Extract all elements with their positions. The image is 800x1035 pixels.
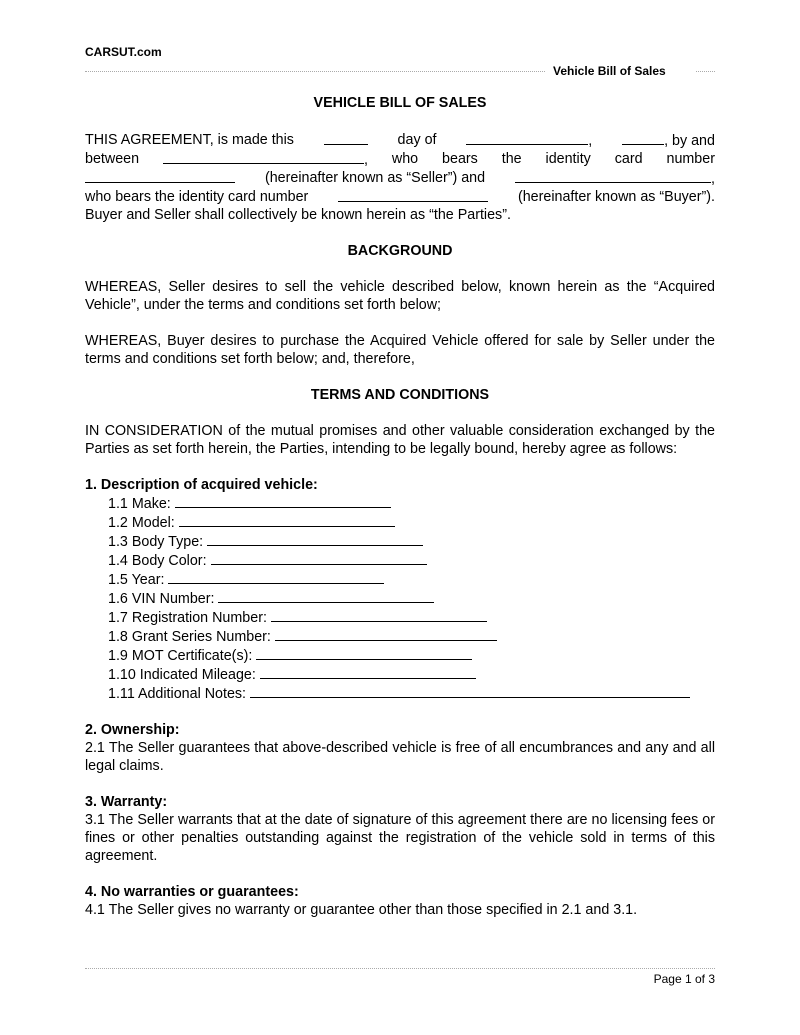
intro-text: THIS AGREEMENT, is made this — [85, 132, 294, 148]
intro-text: bears — [442, 151, 478, 167]
list-item: 1.2 Model: — [108, 513, 715, 532]
section-2-title: 2. Ownership: — [85, 722, 180, 738]
intro-text: identity — [545, 151, 591, 167]
section-2-text: 2.1 The Seller guarantees that above-described vehicle is free of all encumbrances and any and all legal claims. — [85, 740, 715, 774]
make-blank[interactable] — [175, 494, 391, 508]
list-item: 1.8 Grant Series Number: — [108, 627, 715, 646]
additional-notes-blank[interactable] — [250, 684, 690, 698]
body-type-blank[interactable] — [207, 532, 423, 546]
background-heading: BACKGROUND — [347, 243, 453, 259]
indicated-mileage-blank[interactable] — [260, 665, 476, 679]
intro-text: (hereinafter known as “Seller”) and — [264, 170, 486, 186]
intro-text: card — [614, 151, 643, 167]
section-3-title: 3. Warranty: — [85, 794, 168, 810]
section-3-text: 3.1 The Seller warrants that at the date of signature of this agreement there are no licensing fees or fines or other penalties outstanding against the registration of the vehicle sold in terms of this agreement. — [85, 812, 715, 864]
list-item: 1.6 VIN Number: — [108, 589, 715, 608]
seller-id-blank[interactable] — [85, 169, 235, 183]
buyer-name-blank[interactable] — [515, 169, 711, 183]
day-blank[interactable] — [324, 131, 368, 145]
intro-text: , — [588, 133, 593, 149]
terms-paragraph: IN CONSIDERATION of the mutual promises and other valuable consideration exchanged by the Parties as set forth herein, the Parties, intending to be legally bound, hereby agree as follows: — [85, 423, 715, 457]
grant-series-number-blank[interactable] — [275, 627, 497, 641]
intro-text: , — [363, 152, 368, 168]
section-1-title: 1. Description of acquired vehicle: — [85, 477, 318, 493]
page-number: Page 1 of 3 — [653, 972, 715, 986]
vehicle-description-list — [108, 494, 715, 703]
mot-certificate-blank[interactable] — [256, 646, 472, 660]
intro-text: Buyer and Seller shall collectively be known herein as “the Parties”. — [85, 207, 511, 223]
terms-heading: TERMS AND CONDITIONS — [310, 387, 490, 403]
intro-text: number — [666, 151, 715, 167]
document-title: VEHICLE BILL OF SALES — [313, 95, 487, 111]
background-paragraph-1: WHEREAS, Seller desires to sell the vehicle described below, known herein as the “Acquired Vehicle”, under the terms and conditions set forth below; — [85, 279, 715, 313]
intro-text: the — [501, 151, 522, 167]
list-item: 1.7 Registration Number: — [108, 608, 715, 627]
list-item: 1.3 Body Type: — [108, 532, 715, 551]
header-doc-title: Vehicle Bill of Sales — [553, 64, 666, 78]
intro-text: , — [711, 171, 715, 187]
registration-number-blank[interactable] — [271, 608, 487, 622]
list-item: 1.10 Indicated Mileage: — [108, 665, 715, 684]
vin-number-blank[interactable] — [218, 589, 434, 603]
seller-name-blank[interactable] — [163, 150, 364, 164]
list-item: 1.4 Body Color: — [108, 551, 715, 570]
section-4-text: 4.1 The Seller gives no warranty or guarantee other than those specified in 2.1 and 3.1. — [85, 902, 638, 918]
list-item: 1.1 Make: — [108, 494, 715, 513]
document-body — [85, 94, 715, 919]
month-blank[interactable] — [466, 131, 588, 145]
background-paragraph-2: WHEREAS, Buyer desires to purchase the Acquired Vehicle offered for sale by Seller under the terms and conditions set forth below; and, therefore, — [85, 333, 715, 367]
intro-text: , by and — [664, 133, 715, 149]
header-rule-right — [696, 71, 715, 72]
intro-paragraph — [85, 131, 715, 224]
intro-text: who — [391, 151, 419, 167]
header-rule-left — [85, 71, 545, 72]
list-item: 1.11 Additional Notes: — [108, 684, 715, 703]
buyer-id-blank[interactable] — [338, 188, 488, 202]
list-item: 1.9 MOT Certificate(s): — [108, 646, 715, 665]
body-color-blank[interactable] — [211, 551, 427, 565]
year-blank[interactable] — [622, 131, 664, 145]
intro-text: who bears the identity card number — [85, 189, 309, 205]
footer-rule — [85, 968, 715, 969]
intro-text: between — [85, 151, 140, 167]
year-field-blank[interactable] — [168, 570, 384, 584]
section-4-title: 4. No warranties or guarantees: — [85, 884, 299, 900]
intro-text: (hereinafter known as “Buyer”). — [517, 189, 715, 205]
brand-name: CARSUT.com — [85, 45, 162, 59]
list-item: 1.5 Year: — [108, 570, 715, 589]
intro-text: day of — [397, 132, 437, 148]
model-blank[interactable] — [179, 513, 395, 527]
